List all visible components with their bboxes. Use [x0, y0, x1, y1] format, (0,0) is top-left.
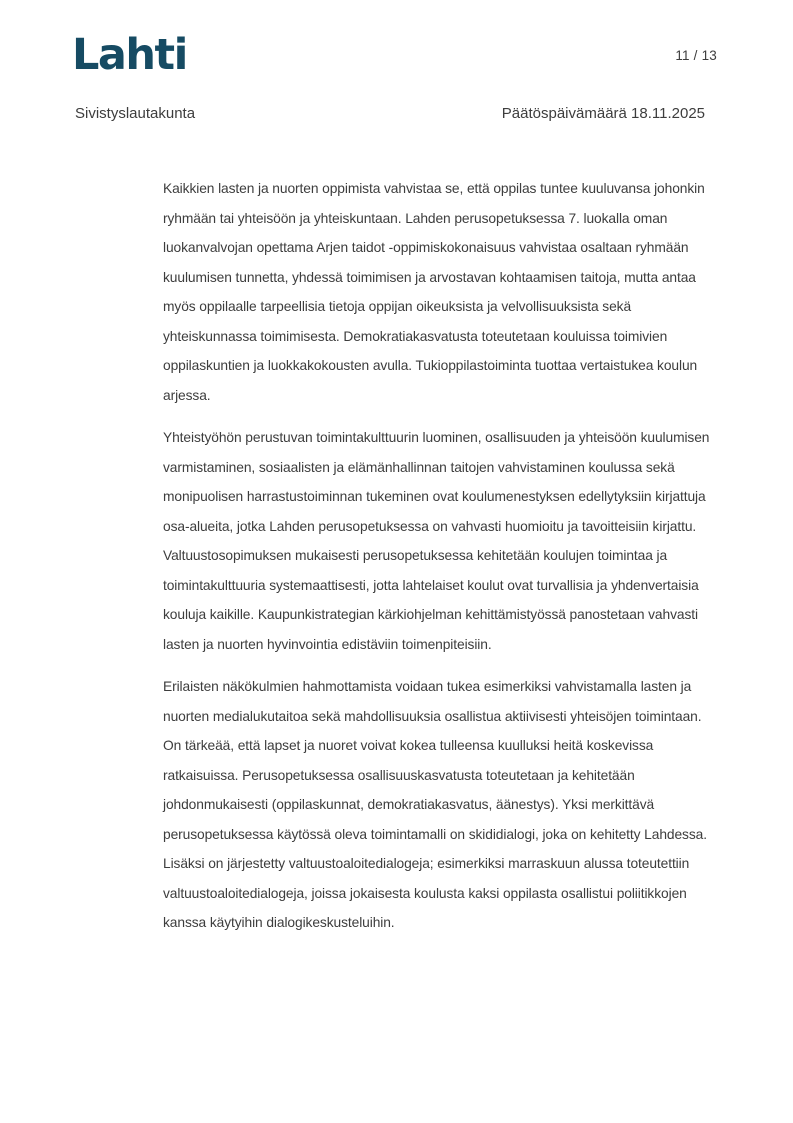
- committee-name: Sivistyslautakunta: [75, 105, 196, 122]
- body-paragraph: Yhteistyöhön perustuvan toimintakulttuurin luominen, osallisuuden ja yhteisöön kuulumisen varmistaminen, sosiaalisten ja elämänhallinnan taitojen vahvistaminen koulussa sekä monipuolisen harrastustoiminnan tukeminen ovat koulumenestyksen edellytyksiin kirjattuja osa-alueita, jotka Lahden perusopetuksessa on vahvasti huomioitu ja tavoitteisiin kirjattu. Valtuustosopimuksen mukaisesti perusopetuksessa kehitetään koulujen toimintaa ja toimintakulttuuria systemaattisesti, jotta lahtelaiset koulut ovat turvallisia ja yhdenvertaisia kouluja kaikille. Kaupunkistrategian kärkiohjelman kehittämistyössä panostetaan vahvasti lasten ja nuorten hyvinvointia edistäviin toimenpiteisiin.: [163, 430, 710, 652]
- page-number: 11 / 13: [675, 48, 717, 63]
- decision-date: Päätöspäivämäärä 18.11.2025: [501, 105, 705, 122]
- body-paragraph: Kaikkien lasten ja nuorten oppimista vahvistaa se, että oppilas tuntee kuuluvansa johonkin ryhmään tai yhteisöön ja yhteiskuntaan. Lahden perusopetuksessa 7. luokalla oman luokanvalvojan opettama Arjen taidot -oppimiskokonaisuus vahvistaa osaltaan ryhmään kuulumisen tunnetta, yhdessä toimimisen ja arvostavan kohtaamisen taitoja, mutta antaa myös oppilaalle tarpeellisia tietoja oppijan oikeuksista ja velvollisuuksista sekä yhteiskunnassa toimimisesta. Demokratiakasvatusta toteutetaan kouluissa toimivien oppilaskuntien ja luokkakokousten avulla. Tukioppilastoiminta tuottaa vertaistukea koulun arjessa.: [163, 181, 705, 403]
- document-body: [163, 174, 719, 951]
- body-paragraph: Erilaisten näkökulmien hahmottamista voidaan tukea esimerkiksi vahvistamalla lasten ja nuorten medialukutaitoa sekä mahdollisuuksia osallistua aktiivisesti yhteisöjen toimintaan. On tärkeää, että lapset ja nuoret voivat kokea tulleensa kuulluksi heitä koskevissa ratkaisuissa. Perusopetuksessa osallisuuskasvatusta toteutetaan ja kehitetään johdonmukaisesti (oppilaskunnat, demokratiakasvatus, äänestys). Yksi merkittävä perusopetuksessa käytössä oleva toimintamalli on skididialogi, joka on kehitetty Lahdessa. Lisäksi on järjestetty valtuustoaloitedialogeja; esimerkiksi marraskuun alussa toteutettiin valtuustoaloitedialogeja, joissa jokaisesta koulusta kaksi oppilasta osallistui poliitikkojen kanssa käytyihin dialogikeskusteluihin.: [163, 679, 707, 930]
- lahti-logo: Lahti: [72, 30, 187, 80]
